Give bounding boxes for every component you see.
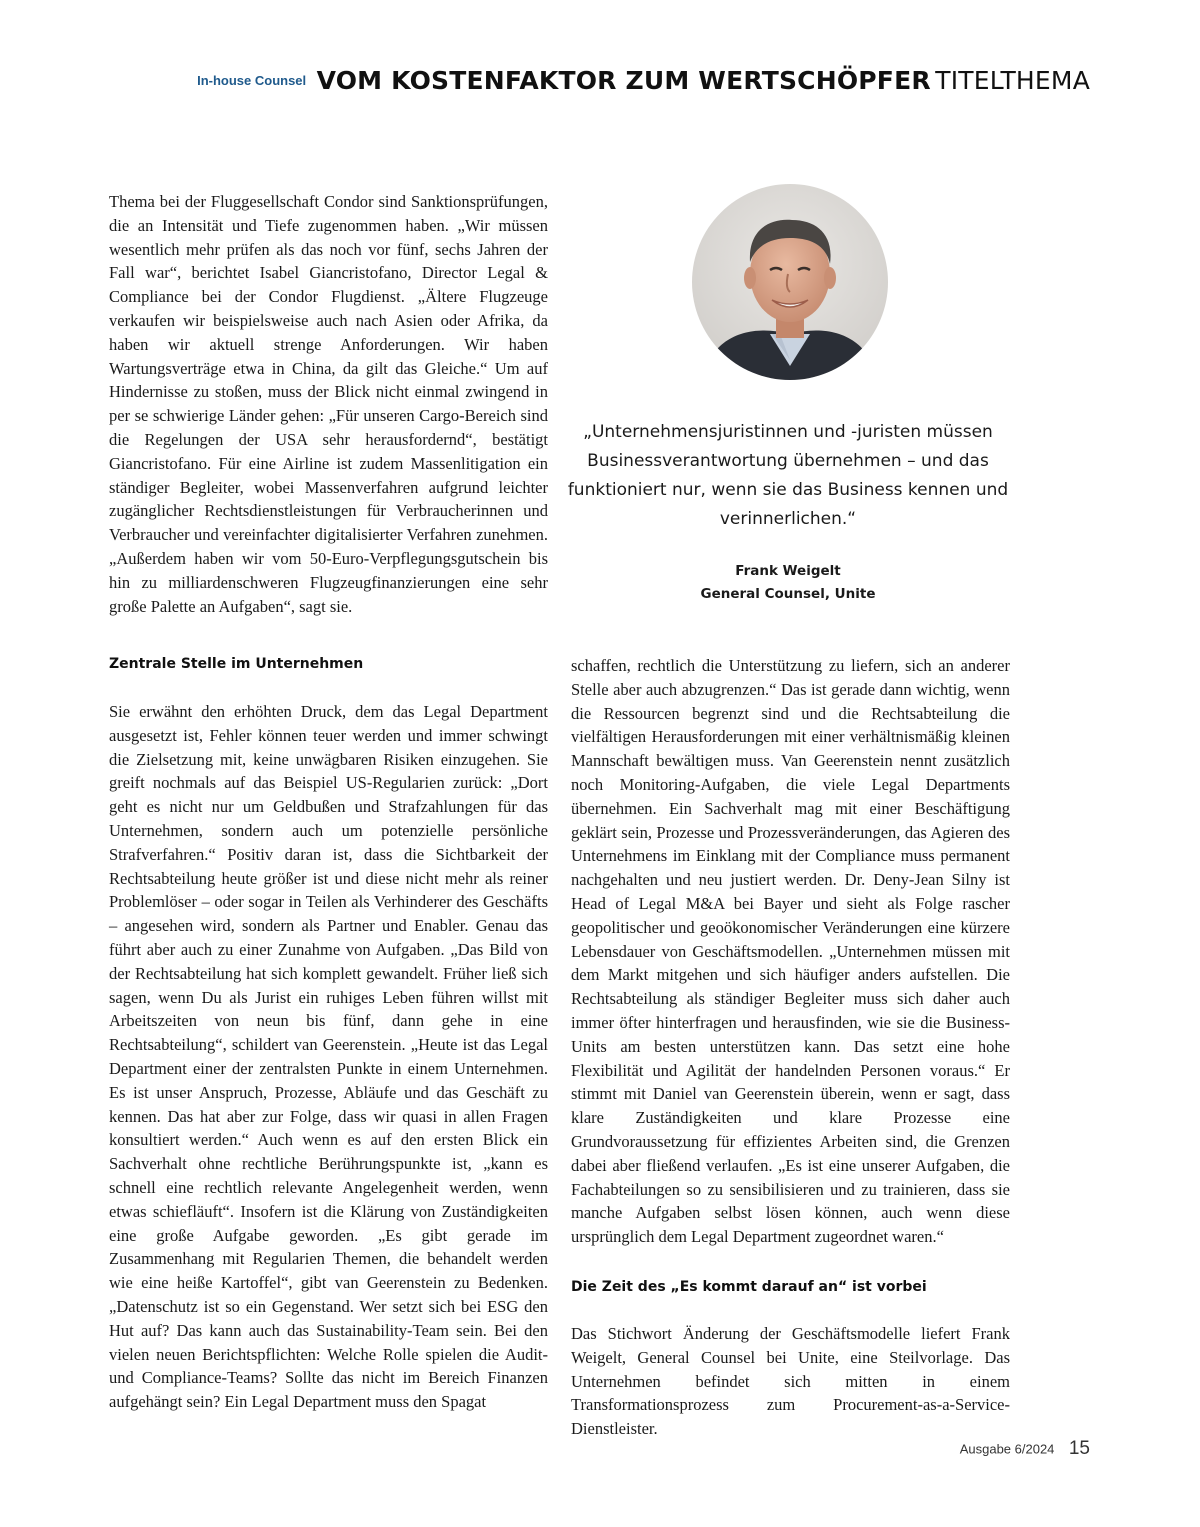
page-header: [197, 66, 1090, 95]
section1-continued-paragraph: schaffen, rechtlich die Unterstützung zu liefern, sich an anderer Stelle aber auch abzugrenzen.“ Das ist gerade dann wichtig, wenn die Ressourcen begrenzt sind und die Rechtsabteilung die vielfältigen Herausforderungen mit einer verhältnismäßig kleinen Mannschaft bewältigen muss. Van Geerenstein nennt zusätzlich noch Monitoring-Aufgaben, die viele Legal Departments übernehmen. Ein Sachverhalt mag mit einer Beschäftigung geklärt sein, Prozesse und Prozessveränderungen, das Agieren des Unternehmens im Einklang mit der Compliance muss permanent nachgehalten und neu justiert werden. Dr. Deny-Jean Silny ist Head of Legal M&A bei Bayer und sieht als Folge rascher geopolitischer und geoökonomischer Veränderungen eine kürzere Lebensdauer von Geschäftsmodellen. „Unternehmen müssen mit dem Markt mitgehen und sich häufiger anders aufstellen. Die Rechtsabteilung als ständiger Begleiter muss sich daher auch immer öfter hinterfragen und herausfinden, wie sie die Business-Units am besten unterstützen kann. Das setzt eine hohe Flexibilität und Agilität der handelnden Personen voraus.“ Er stimmt mit Daniel van Geerenstein überein, wenn er sagt, dass klare Zuständigkeiten und klare Prozesse eine Grundvoraussetzung für effizientes Arbeiten sind, die Grenzen dabei aber fließend verlaufen. „Es ist eine unserer Aufgaben, die Fachabteilungen so zu sensibilisieren und zu trainieren, dass sie manche Aufgaben selbst lösen können, auch wenn diese ursprünglich dem Legal Department zugeordnet waren.“: [571, 656, 1010, 1247]
section-heading-zeit-vorbei: Die Zeit des „Es kommt darauf an“ ist vorbei: [571, 1279, 927, 1295]
section-heading-zentrale-stelle: Zentrale Stelle im Unternehmen: [109, 656, 364, 672]
portrait-image: [692, 184, 888, 380]
header-section: TITELTHEMA: [935, 66, 1090, 95]
header-kicker: In-house Counsel: [197, 73, 307, 88]
header-title: VOM KOSTENFAKTOR ZUM WERTSCHÖPFER: [316, 66, 931, 95]
quote-author-name: Frank Weigelt: [735, 563, 841, 579]
section1-paragraph: Sie erwähnt den erhöhten Druck, dem das Legal Department ausgesetzt ist, Fehler können teuer werden und immer schwingt die Zielsetzung mit, keine unwägbaren Risiken einzugehen. Sie greift nochmals auf das Beispiel US-Regularien zurück: „Dort geht es nicht nur um Geldbußen und Strafzahlungen für das Unternehmen, sondern auch um potenzielle persönliche Strafverfahren.“ Positiv daran ist, dass die Sichtbarkeit der Rechtsabteilung heute größer ist und diese nicht mehr als reiner Problemlöser – oder sogar in Teilen als Verhinderer des Geschäfts – angesehen wird, sondern als Partner und Enabler. Genau das führt aber auch zu einer Zunahme von Aufgaben. „Das Bild von der Rechtsabteilung hat sich komplett gewandelt. Früher ließ sich sagen, wenn Du als Jurist ein ruhiges Leben führen willst mit Arbeitszeiten von neun bis fünf, dann gehe in eine Rechtsabteilung“, schildert van Geerenstein. „Heute ist das Legal Department einer der zentralsten Punkte in einem Unternehmen. Es ist unser Anspruch, Prozesse, Abläufe und das Geschäft zu kennen. Das hat aber zur Folge, dass wir quasi in allen Fragen konsultiert werden.“ Auch wenn es auf den ersten Blick ein Sachverhalt ohne rechtliche Berührungspunkte ist, „kann es schnell eine rechtlich relevante Angelegenheit werden, wenn etwas schiefläuft“. Insofern ist die Klärung von Zuständigkeiten eine große Aufgabe geworden. „Es gibt gerade im Zusammenhang mit Regularien Themen, die behandelt werden wie eine heiße Kartoffel“, gibt van Geerenstein zu Bedenken. „Datenschutz ist so ein Gegenstand. Wer setzt sich bei ESG den Hut auf? Das kann auch das Sustainability-Team sein. Bei den vielen neuen Berichtspflichten: Welche Rolle spielen die Audit- und Compliance-Teams? Sollte das nicht im Bereich Finanzen aufgehängt sein? Ein Legal Department muss den Spagat: [109, 702, 548, 1412]
author-portrait: [692, 184, 888, 380]
pull-quote: „Unternehmensjuristinnen und -juristen müssen Businessverantwortung übernehmen – und das funktioniert nur, wenn sie das Business kennen und verinnerlichen.“: [567, 422, 1009, 529]
page-footer: [960, 1438, 1090, 1460]
page-number: 15: [1068, 1438, 1090, 1459]
issue-label: Ausgabe 6/2024: [959, 1441, 1055, 1457]
intro-paragraph: Thema bei der Fluggesellschaft Condor sind Sanktionsprüfungen, die an Intensität und Tiefe zugenommen haben. „Wir müssen wesentlich mehr prüfen als das noch vor fünf, sechs Jahren der Fall war“, berichtet Isabel Giancristofano, Director Legal & Compliance bei der Condor Flugdienst. „Ältere Flugzeuge verkaufen wir beispielsweise auch nach Asien oder Afrika, da haben wir aktuell strenge Anforderungen. Wir haben Wartungsverträge etwa in China, da gilt das Gleiche.“ Um auf Hindernisse zu stoßen, muss der Blick nicht einmal zwingend in per se schwierige Länder gehen: „Für unseren Cargo-Bereich sind die Regelungen der USA sehr herausfordernd“, bestätigt Giancristofano. Für eine Airline ist zudem Massenlitigation ein ständiger Begleiter, wobei Massenverfahren aufgrund leichter zugänglicher Rechtsdienstleistungen für Verbraucherinnen und Verbraucher und vereinfachter digitalisierter Verfahren zunehmen. „Außerdem haben wir vom 50-Euro-Verpflegungsgutschein bis hin zu milliardenschweren Flugzeugfinanzierungen eine sehr große Palette an Aufgaben“, sagt sie.: [109, 192, 548, 616]
section2-paragraph: Das Stichwort Änderung der Geschäftsmodelle liefert Frank Weigelt, General Counsel bei Unite, eine Steilvorlage. Das Unternehmen befindet sich mitten in einem Transformationsprozess zum Procurement-as-a-Service-Dienstleister.: [571, 1324, 1010, 1439]
quote-author-role: General Counsel, Unite: [700, 586, 876, 602]
